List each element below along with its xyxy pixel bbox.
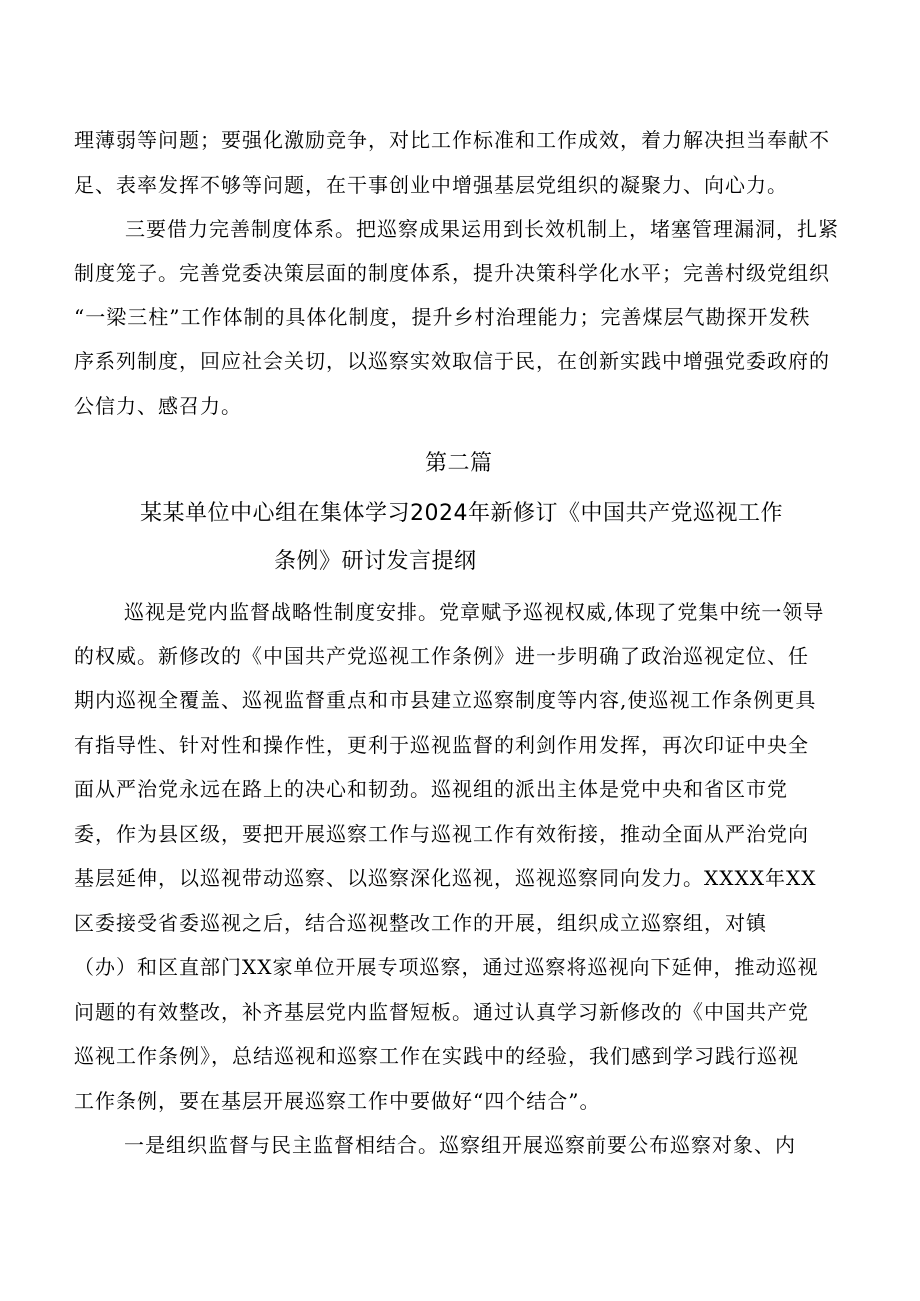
text-line: 期内巡视全覆盖、巡视监督重点和市县建立巡察制度等内容,使巡视工作条例更具 — [74, 688, 817, 712]
text-line: 巡视是党内监督战略性制度安排。党章赋予巡视权威,体现了党集中统一领导 — [124, 600, 825, 624]
text-line: 基层延伸，以巡视带动巡察、以巡察深化巡视，巡视巡察同向发力。XXXX年XX — [74, 866, 817, 890]
section-label: 第二篇 — [425, 451, 493, 476]
text-line: 序系列制度，回应社会关切，以巡察实效取信于民，在创新实践中增强党委政府的 — [74, 349, 830, 373]
text-line: 足、表率发挥不够等问题，在干事创业中增强基层党组织的凝聚力、向心力。 — [74, 173, 788, 197]
text-line: 三要借力完善制度体系。把巡察成果运用到长效机制上，堵塞管理漏洞，扎紧 — [125, 217, 839, 241]
text-line: 问题的有效整改，补齐基层党内监督短板。通过认真学习新修改的《中国共产党 — [74, 1000, 809, 1024]
text-line: 有指导性、针对性和操作性，更利于巡视监督的利剑作用发挥，再次印证中央全 — [74, 733, 809, 757]
text-line: 委，作为县区级，要把开展巡察工作与巡视工作有效衔接，推动全面从严治党向 — [74, 822, 809, 846]
text-line: 工作条例，要在基层开展巡察工作中要做好“四个结合”。 — [74, 1089, 601, 1113]
text-line: 面从严治党永远在路上的决心和韧劲。巡视组的派出主体是党中央和省区市党 — [74, 777, 788, 801]
text-line: 制度笼子。完善党委决策层面的制度体系，提升决策科学化水平；完善村级党组织 — [74, 261, 830, 285]
text-line: 的权威。新修改的《中国共产党巡视工作条例》进一步明确了政治巡视定位、任 — [74, 644, 809, 668]
text-line: 一是组织监督与民主监督相结合。巡察组开展巡察前要公布巡察对象、内 — [124, 1133, 796, 1157]
document-title: 某某单位中心组在集体学习2024年新修订《中国共产党巡视工作 — [140, 501, 783, 526]
document-title-continued: 条例》研讨发言提纲 — [274, 549, 477, 574]
text-line: 巡视工作条例》，总结巡视和巡察工作在实践中的经验，我们感到学习践行巡视 — [74, 1044, 799, 1068]
text-line: 理薄弱等问题；要强化激励竞争，对比工作标准和工作成效，着力解决担当奉献不 — [74, 128, 830, 152]
text-line: （办）和区直部门XX家单位开展专项巡察，通过巡察将巡视向下延伸，推动巡视 — [74, 955, 819, 979]
text-line: 区委接受省委巡视之后，结合巡视整改工作的开展，组织成立巡察组，对镇 — [74, 911, 767, 935]
text-line: 公信力、感召力。 — [74, 394, 242, 418]
text-line: “一梁三柱”工作体制的具体化制度，提升乡村治理能力；完善煤层气勘探开发秩 — [74, 305, 811, 329]
